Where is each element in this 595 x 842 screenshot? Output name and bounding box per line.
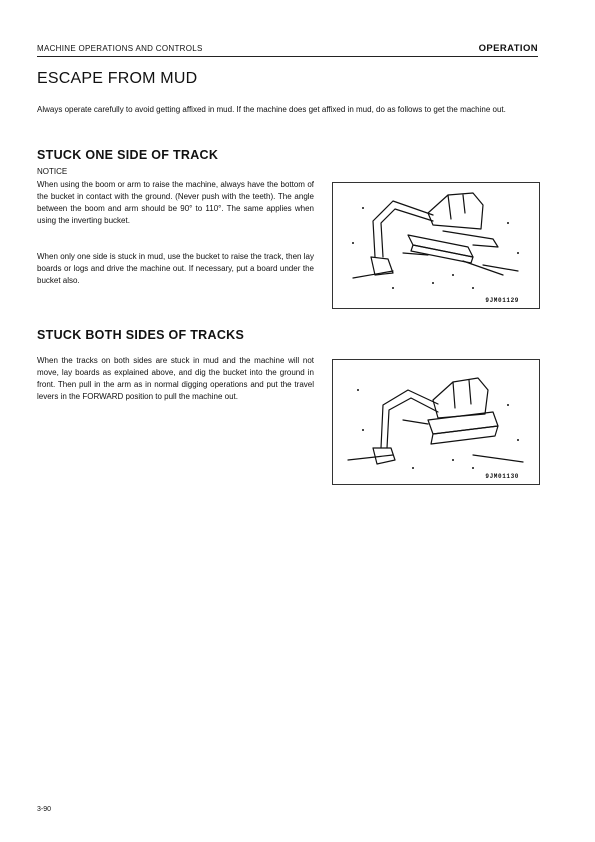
- section-heading-both-sides: STUCK BOTH SIDES OF TRACKS: [37, 328, 245, 342]
- figure-one-side-stuck: [332, 182, 540, 309]
- header-rule: [37, 56, 538, 57]
- section-one-body: When only one side is stuck in mud, use the bucket to raise the track, then lay boards or logs and drive the machine out. If necessary, put a board under the bucket also.: [37, 252, 314, 285]
- figure-code: 9JM01130: [485, 473, 519, 480]
- section-two-body: When the tracks on both sides are stuck in mud and the machine will not move, lay boards as explained above, and dig the bucket into the ground in front. Then pull in the arm as in normal digging operations and put the travel levers in the FORWARD position to pull the machine out.: [37, 356, 314, 401]
- notice-label: NOTICE: [37, 167, 68, 176]
- header-chapter-title: OPERATION: [478, 43, 538, 54]
- page-title: ESCAPE FROM MUD: [37, 70, 198, 87]
- excavator-one-track-illustration: [333, 183, 539, 308]
- notice-text: When using the boom or arm to raise the machine, always have the bottom of the bucket in contact with the ground. (Never push with the teeth). The angle between the boom and arm should be 90° to 110°. The same applies when using the inverting bucket.: [37, 180, 314, 225]
- figure-code: 9JM01129: [485, 297, 519, 304]
- intro-paragraph: Always operate carefully to avoid getting affixed in mud. If the machine does get affixed in mud, do as follows to get the machine out.: [37, 105, 506, 114]
- excavator-both-tracks-illustration: [333, 360, 539, 484]
- page-number: 3-90: [37, 806, 52, 813]
- header-section-title: MACHINE OPERATIONS AND CONTROLS: [37, 44, 203, 53]
- section-heading-one-side: STUCK ONE SIDE OF TRACK: [37, 148, 219, 162]
- figure-both-sides-stuck: [332, 359, 540, 485]
